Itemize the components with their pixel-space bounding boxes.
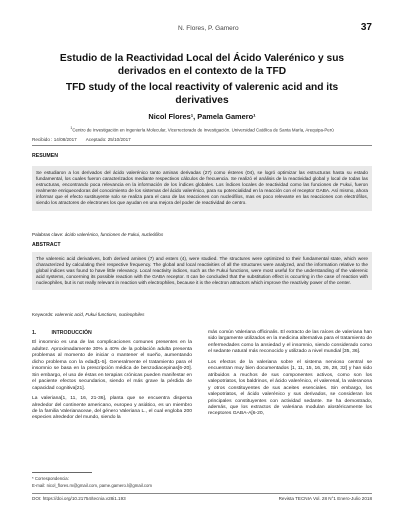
abstract-heading: ABSTRACT [32, 242, 61, 248]
footer-doi: DOI: https://doi.org/10.21754/tecnia.v28i1.193 [32, 496, 126, 501]
resumen-heading: RESUMEN [32, 153, 58, 159]
affiliation [0, 126, 404, 132]
intro-heading [32, 330, 192, 336]
intro-title: INTRODUCCIÓN [51, 330, 92, 336]
affiliation-text: Centro de Investigación en Ingeniería Molecular, Vicerrectorado de Investigación. Universidad Católica de Santa María, Arequipa-Perú [72, 127, 334, 133]
intro-paragraph-1: El insomnio es una de las complicaciones comunes presentes en la adultez. Aproximadamente 30% a 40% de la población adulta presenta problemas al momento de iniciar o mantener el sueño, aumentando dicho problema con la edad[1-5]. Generalmente el tratamiento para el insomnio se basa en la prescripción médica de benzodiacepinas[6-20]. Sin embargo, el uso de éstas en terapias crónicas pueden manifestar en el paciente efectos secundarios, siendo el más grave la pérdida de capacidad cognitiva[21]. [32, 340, 192, 391]
footnote-email: E-mail: nicol_flores.m@gmail.com, pame.gamero.l@gmail.com [32, 483, 153, 488]
resumen-keywords-label: Palabras clave: [32, 232, 64, 237]
intro-number: 1. [32, 330, 37, 336]
footer-divider [32, 493, 372, 494]
footnote-label: * Correspondencia: [32, 476, 69, 481]
received-date: Recibido : 14/08/2017 [32, 137, 77, 142]
footnote-divider [32, 472, 92, 473]
resumen-keywords [32, 232, 372, 237]
authors-line: Nicol Flores¹, Pamela Gamero¹ [148, 112, 256, 121]
abstract-body: The valerenic acid derivatives, both derived amines (7) and esters (4), were studied. The structures were optimized to their fundamental state, which were characterized by calculating their respective frequency. The global and local reactivities of all the structures were analyzed, and the information relative to the global indices was found to have little relevancy. Local reactivity indices, such as the Fukui functions, were most useful for the understanding of the valerenic acid systems, concerning its possible reaction with the GABA receptor. It can be concluded that the substitution effect is occurring in the case of reaction with nucleophiles, but is not really relevant in reaction with electrophiles, because it is the electron attractors which improve the reactivity power of the center. [32, 252, 372, 290]
affiliation-marker: 1 [70, 126, 73, 130]
intro-paragraph-3: más común Valeriana officinalis. El extracto de las raíces de valeriana han sido largamente utilizados en la medicina alternativa para el tratamiento de enfermedades como la ansiedad y el insomnio, siendo considerado como el sedante natural más reconocido y utilizado a nivel mundial [35, 36]. [208, 330, 372, 355]
abstract-keywords-label: Keywords: [32, 312, 54, 317]
title-english: TFD study of the local reactivity of valerenic acid and its derivatives [65, 82, 339, 106]
intro-paragraph-4: Los efectos de la valeriana sobre el sistema nervioso central se encuentran muy bien documentados [1, 11, 15, 16, 26, 28, 32] y han sido atribuidos a muchos de sus componentes activos, como son los valepotriatos, los baldrinos, el ácido valerénico, el valerenal, la valeranona y otros constituyentes de sus aceites esenciales. Sin embargo, los valepotriatos, el ácido valerénico y sus derivados, se consideran los principales constituyentes con actividad sedante. Se ha demostrado, además, que los extractos de valeriana modulan alostéricamente los receptores GABA-A[6-20, [208, 359, 372, 417]
abstract-keywords-text: valerenic acid, Fukui functions, nucleophiles [54, 312, 145, 317]
body-column-right [208, 330, 372, 422]
running-header [0, 22, 404, 36]
footer-journal: Revista TECNIA Vol. 28 N°1 Enero-Julio 2018 [278, 496, 372, 501]
intro-paragraph-2: La valeriana[1, 11, 16, 21-36], planta que se encuentra dispersa alrededor del continente americano, europeo y asiático, es un miembro de la familia Valerianaceae, del género Valeriana L., el cual engloba 200 especies alrededor del mundo, siendo la [32, 396, 192, 421]
resumen-body: Se estudiaron a los derivados del ácido valerénico tanto aminas derivadas (27) como ésteres (04), se logró optimizar las estructuras hasta su estado fundamental, los cuales fueron caracterizados mediante respectivos cálculos de frecuencia. Se realizó el análisis de la reactividad global y local de todas las estructuras, encontrando poca relevancia en la información de los índices globales. Los índices locales de reactividad como las funciones de Fukui, fueron realmente enriquecedoras del conocimiento de los sistemas del ácido valerénico, para su potencialidad en la reacción con el receptor GABA. Así mismo, ahora informar que el efecto sustituyente solo se realiza para el caso de las reacciones con nucleófilos, mas es poco relevante en las reacciones con electrófilos, siendo los atractores de electrones los que ayudan en una mejora del poder de reactividad de centro. [32, 166, 372, 211]
body-column-left [32, 330, 192, 426]
page-number: 37 [360, 22, 372, 33]
title-spanish: Estudio de la Reactividad Local del Ácido Valerénico y sus derivados en el contexto de la TFD [59, 53, 345, 77]
header-authors: N. Flores, P. Gamero [178, 25, 239, 32]
accepted-date: Aceptado: 25/10/2017 [85, 137, 131, 142]
resumen-keywords-text: ácido valerénico, funciones de Fukui, nucleófilos [64, 232, 164, 237]
dates-line [32, 137, 372, 146]
abstract-keywords [32, 312, 372, 317]
